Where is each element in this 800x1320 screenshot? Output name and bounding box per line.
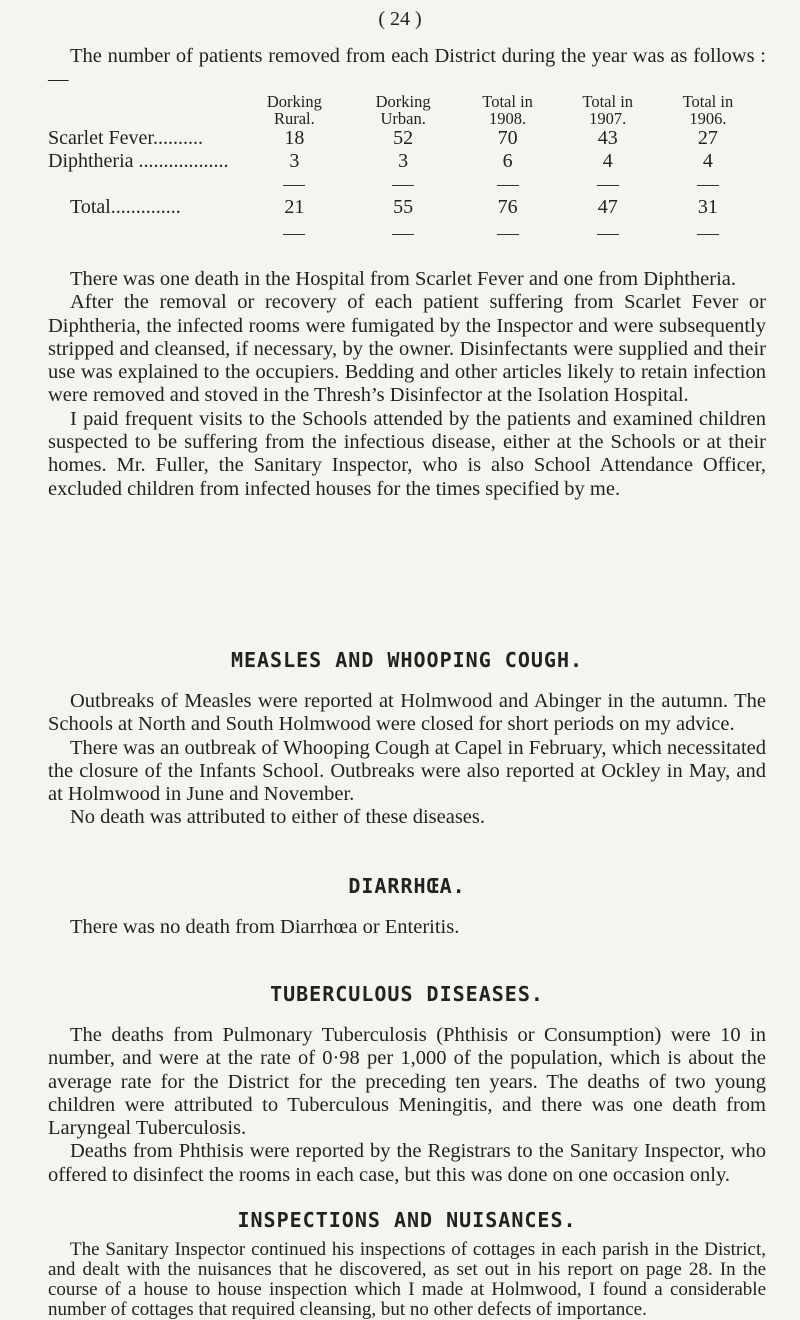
removal-table [48,93,758,245]
table-cell: 18 [284,127,305,149]
section-measles-body [48,690,766,830]
section-heading: MEASLES AND WHOOPING COUGH. [230,648,584,672]
section-heading: INSPECTIONS AND NUISANCES. [237,1208,577,1232]
row-label: Diphtheria .................. [48,150,229,172]
paragraph: After the removal or recovery of each patient suffering from Scarlet Fever or Diphtheria, the infected rooms were fumigated by the Inspector and were subsequently stripped and cleansed, if necessary, by the owner. Disinfectants were supplied and their use was explained to the occupiers. Bedding and other articles likely to retain infection were removed and stoved in the Thresh’s Disinfector at the Isolation Hospital. [48,291,766,407]
table-cell: 27 [697,127,718,149]
table-header-dorking-rural: Dorking Rural. [266,92,322,128]
section-heading: TUBERCULOUS DISEASES. [270,982,544,1006]
table-cell: 6 [502,150,513,172]
paragraph: There was an outbreak of Whooping Cough at Capel in February, which necessitated the closure of the Infants School. Outbreaks were also reported at Ockley in May, and at Holmwood in June and November. [48,736,766,806]
table-rule [697,234,719,235]
row-label: Scarlet Fever.......... [48,127,203,149]
section-measles [48,648,766,672]
intro-paragraph: The number of patients removed from each District during the year was as follows :— [48,45,766,91]
table-cell: 47 [597,196,618,218]
table-cell: 4 [702,150,713,172]
table-header-row [48,93,758,127]
table-rule [497,234,519,235]
table-cell: 21 [284,196,305,218]
table-rule-row [48,173,758,196]
table-header-blank [48,93,240,127]
section-diarrhoea-body [48,916,766,939]
table-rule [283,185,305,186]
table-header-total-1907: Total in 1907. [582,92,634,128]
table-cell: 43 [597,127,618,149]
table-rule [597,185,619,186]
table-rule-row [48,222,758,245]
table-header-total-1908: Total in 1908. [482,92,533,128]
table-row [48,150,758,173]
paragraph: I paid frequent visits to the Schools attended by the patients and examined children suspected to be suffering from the infectious disease, either at the Schools or at their homes. Mr. Fuller, the Sanitary Inspector, who is also School Attendance Officer, excluded children from infected houses for the times specified by me. [48,407,766,500]
table-cell: 52 [393,127,414,149]
table-header-total-1906: Total in 1906. [682,92,734,128]
section-inspections [48,1208,766,1232]
paragraph: The Sanitary Inspector continued his inspections of cottages in each parish in the District, and dealt with the nuisances that he discovered, as set out in his report on page 28. In the course of a house to house inspection which I made at Holmwood, I found a considerable number of cottages that required cleansing, but no other defects of importance. [48,1239,766,1320]
section-scarlet-diphtheria [48,268,766,501]
table-total-row [48,196,758,222]
table-cell: 70 [497,127,518,149]
table-rule [497,185,519,186]
table-cell: 31 [697,196,718,218]
section-diarrhoea [48,874,766,898]
table-cell: 4 [602,150,613,172]
table-header-dorking-urban: Dorking Urban. [375,92,431,128]
paragraph: Deaths from Phthisis were reported by the Registrars to the Sanitary Inspector, who offered to disinfect the rooms in each case, but this was done on one occasion only. [48,1140,766,1186]
page-number: ( 24 ) [378,8,422,30]
paragraph: There was no death from Diarrhœa or Enteritis. [70,916,460,938]
table-cell: 3 [289,150,300,172]
total-label: Total.............. [70,196,181,218]
paragraph: Outbreaks of Measles were reported at Holmwood and Abinger in the autumn. The Schools at North and South Holmwood were closed for short periods on my advice. [48,690,766,736]
table-rule [597,234,619,235]
section-tuberculous-body [48,1024,766,1187]
section-inspections-body [48,1240,766,1320]
table-rule [392,185,414,186]
table-cell: 76 [497,196,518,218]
table-rule [283,234,305,235]
table-rule [392,234,414,235]
table-cell: 55 [393,196,414,218]
section-tuberculous [48,982,766,1006]
paragraph: No death was attributed to either of these diseases. [70,806,485,829]
table-rule [697,185,719,186]
paragraph: There was one death in the Hospital from Scarlet Fever and one from Diphtheria. [70,268,737,290]
table-row [48,127,758,150]
section-heading: DIARRHŒA. [348,874,466,898]
table-cell: 3 [398,150,409,172]
paragraph: The deaths from Pulmonary Tuberculosis (Phthisis or Consumption) were 10 in number, and were at the rate of 0·98 per 1,000 of the population, which is about the average rate for the District for the preceding ten years. The deaths of two young children were attributed to Tuberculous Meningitis, and there was one death from Laryngeal Tuberculosis. [48,1024,766,1140]
